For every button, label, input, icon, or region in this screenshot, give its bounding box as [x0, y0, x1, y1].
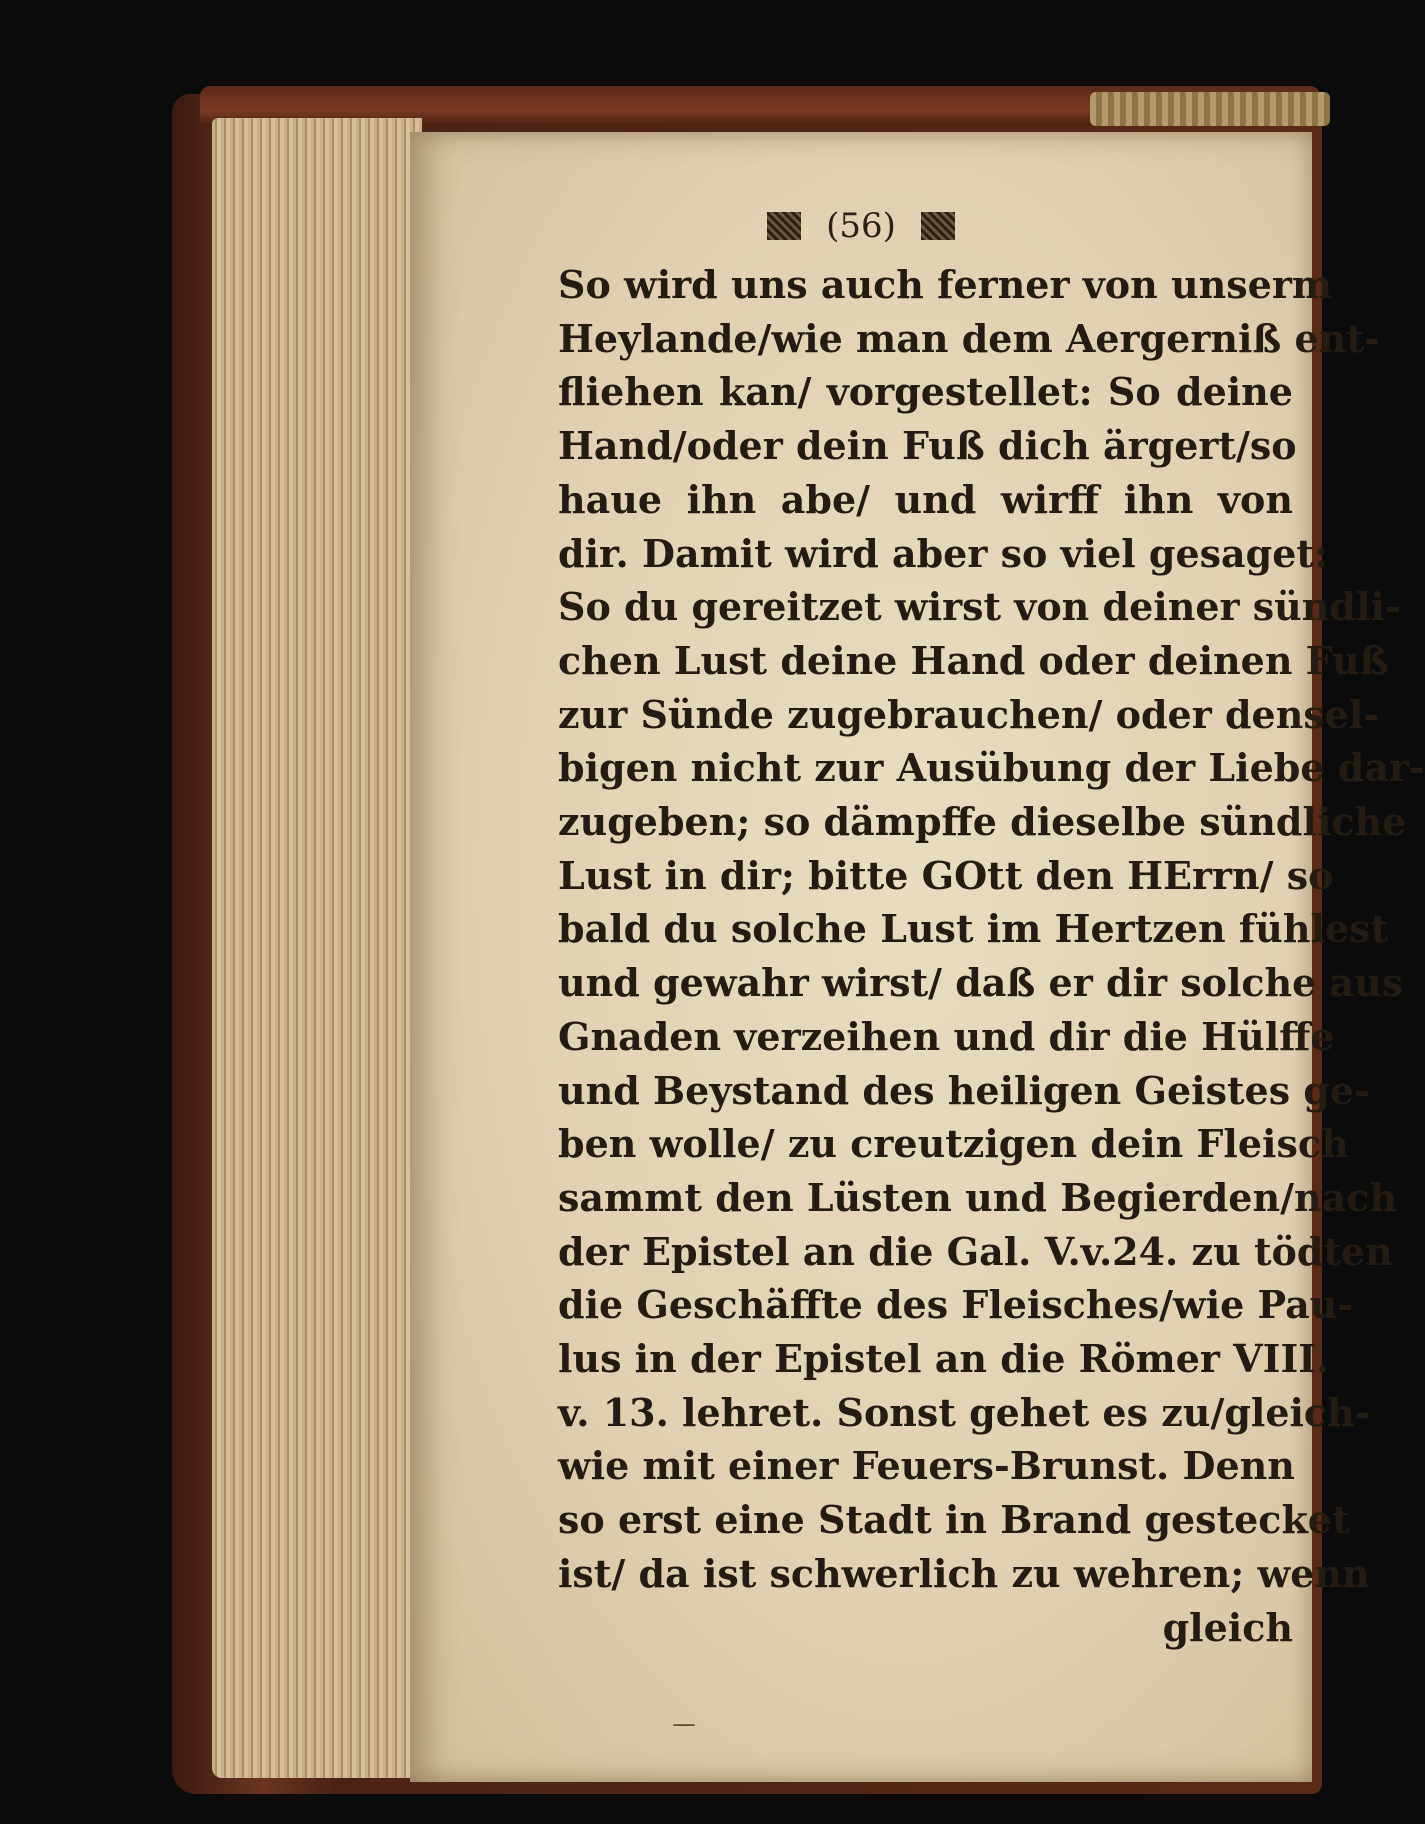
- text-line: die Geschäffte des Fleisches/wie Pau-: [558, 1282, 1354, 1328]
- page-text: [558, 258, 1425, 1654]
- text-line: und Beystand des heiligen Geistes ge-: [558, 1067, 1370, 1113]
- ornament-left-icon: [767, 212, 801, 240]
- text-line: zugeben; so dämpffe dieselbe sündliche: [558, 799, 1407, 845]
- text-line: ben wolle/ zu creutzigen dein Fleisch: [558, 1121, 1349, 1167]
- ink-mark-icon: —: [672, 1710, 696, 1738]
- catchword: gleich: [1162, 1604, 1293, 1650]
- book-page: [410, 132, 1425, 1782]
- text-line: Hand/oder dein Fuß dich ärgert/so: [558, 423, 1297, 469]
- text-line: Heylande/wie man dem Aergerniß ent-: [558, 315, 1380, 361]
- text-line: zur Sünde zugebrauchen/ oder densel-: [558, 691, 1380, 737]
- text-line: lus in der Epistel an die Römer VIII.: [558, 1336, 1330, 1382]
- page-header: [410, 204, 1312, 246]
- text-line: wie mit einer Feuers-Brunst. Denn: [558, 1443, 1295, 1489]
- text-line: fliehen kan/ vorgestellet: So deine: [558, 369, 1293, 415]
- headband: [1090, 92, 1330, 126]
- text-line: dir. Damit wird aber so viel gesaget:: [558, 530, 1329, 576]
- text-line: sammt den Lüsten und Begierden/nach: [558, 1174, 1397, 1220]
- text-line: So wird uns auch ferner von unserm: [558, 262, 1333, 307]
- page-number: (56): [826, 206, 896, 246]
- text-line: Gnaden verzeihen und dir die Hülffe: [558, 1013, 1335, 1059]
- text-line: und gewahr wirst/ daß er dir solche aus: [558, 960, 1404, 1006]
- text-line: ist/ da ist schwerlich zu wehren; wenn: [558, 1550, 1370, 1596]
- page-edges: [212, 118, 422, 1778]
- text-line: chen Lust deine Hand oder deinen Fuß: [558, 637, 1389, 683]
- text-line: v. 13. lehret. Sonst gehet es zu/gleich-: [558, 1389, 1371, 1435]
- text-line: So du gereitzet wirst von deiner sündli-: [558, 584, 1401, 630]
- ornament-right-icon: [921, 212, 955, 240]
- text-line: der Epistel an die Gal. V.v.24. zu tödten: [558, 1228, 1393, 1274]
- text-line: bald du solche Lust im Hertzen fühlest: [558, 906, 1389, 952]
- text-line: Lust in dir; bitte GOtt den HErrn/ so: [558, 852, 1334, 898]
- text-line: bigen nicht zur Ausübung der Liebe dar-: [558, 745, 1425, 791]
- text-line: so erst eine Stadt in Brand gestecket: [558, 1497, 1350, 1543]
- text-line: haue ihn abe/ und wirff ihn von: [558, 476, 1293, 522]
